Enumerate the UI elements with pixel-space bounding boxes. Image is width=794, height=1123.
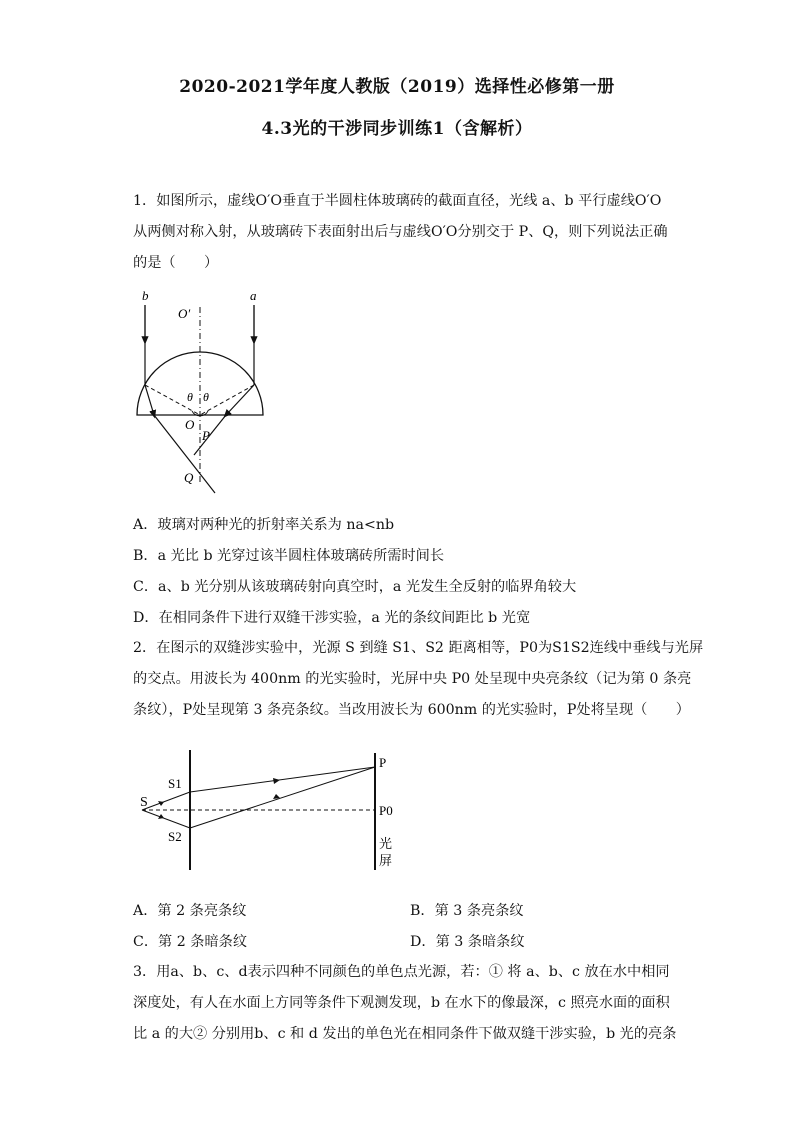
q1-label-theta-right: θ	[203, 390, 209, 404]
q1-option-a: A．玻璃对两种光的折射率关系为 na<nb	[133, 517, 395, 533]
q2-label-p: P	[379, 755, 387, 770]
q1-label-a: a	[250, 288, 257, 303]
q1-label-theta-left: θ	[187, 390, 193, 404]
q1-label-q: Q	[184, 470, 194, 485]
q3-stem-line1: 3．用a、b、c、d表示四种不同颜色的单色点光源，若：① 将 a、b、c 放在水中相同	[133, 964, 670, 980]
q1-label-b: b	[142, 288, 149, 303]
q2-label-s2: S2	[168, 829, 182, 844]
q2-option-d: D．第 3 条暗条纹	[410, 934, 525, 950]
q1-figure-semicylinder	[130, 285, 280, 500]
q2-label-p0: P0	[379, 803, 393, 818]
doc-title-line2: 4.3光的干涉同步训练1（含解析）	[261, 119, 533, 139]
q1-label-o-prime: O′	[178, 306, 191, 321]
q2-option-c: C．第 2 条暗条纹	[133, 934, 248, 950]
q1-stem-line3: 的是（ ）	[133, 255, 219, 271]
q1-stem-line2: 从两侧对称入射，从玻璃砖下表面射出后与虚线O′O分别交于 P、Q，则下列说法正确	[133, 224, 668, 240]
q2-label-s1: S1	[168, 776, 182, 791]
q2-stem-line2: 的交点。用波长为 400nm 的光实验时，光屏中央 P0 处呈现中央亮条纹（记为第 0 条亮	[133, 671, 692, 687]
q1-option-c: C．a、b 光分别从该玻璃砖射向真空时，a 光发生全反射的临界角较大	[133, 579, 577, 595]
q1-option-b: B．a 光比 b 光穿过该半圆柱体玻璃砖所需时间长	[133, 548, 445, 564]
q2-label-s: S	[140, 795, 148, 810]
q2-figure-double-slit	[130, 745, 410, 880]
q3-stem-line2: 深度处，有人在水面上方同等条件下观测发现，b 在水下的像最深，c 照亮水面的面积	[133, 995, 670, 1011]
doc-title-line1: 2020-2021学年度人教版（2019）选择性必修第一册	[179, 77, 615, 97]
q3-stem-line3: 比 a 的大② 分别用b、c 和 d 发出的单色光在相同条件下做双缝干涉实验，b 光的亮条	[133, 1026, 677, 1042]
q1-label-o: O	[185, 417, 195, 432]
q1-label-p: P	[202, 428, 210, 443]
q2-stem-line1: 2．在图示的双缝涉实验中，光源 S 到缝 S1、S2 距离相等，P0为S1S2连线中垂线与光屏	[133, 640, 704, 656]
q2-label-screen-1: 光	[379, 836, 393, 851]
q1-option-d: D．在相同条件下进行双缝干涉实验，a 光的条纹间距比 b 光宽	[133, 610, 531, 626]
q1-stem-line1: 1．如图所示，虚线O′O垂直于半圆柱体玻璃砖的截面直径，光线 a、b 平行虚线O′O	[133, 193, 662, 209]
q2-stem-line3: 条纹），P处呈现第 3 条亮条纹。当改用波长为 600nm 的光实验时，P处将呈现（ ）	[133, 702, 690, 718]
q2-label-screen-2: 屏	[379, 853, 393, 868]
q2-option-b: B．第 3 条亮条纹	[410, 903, 524, 919]
q2-option-a: A．第 2 条亮条纹	[133, 903, 247, 919]
